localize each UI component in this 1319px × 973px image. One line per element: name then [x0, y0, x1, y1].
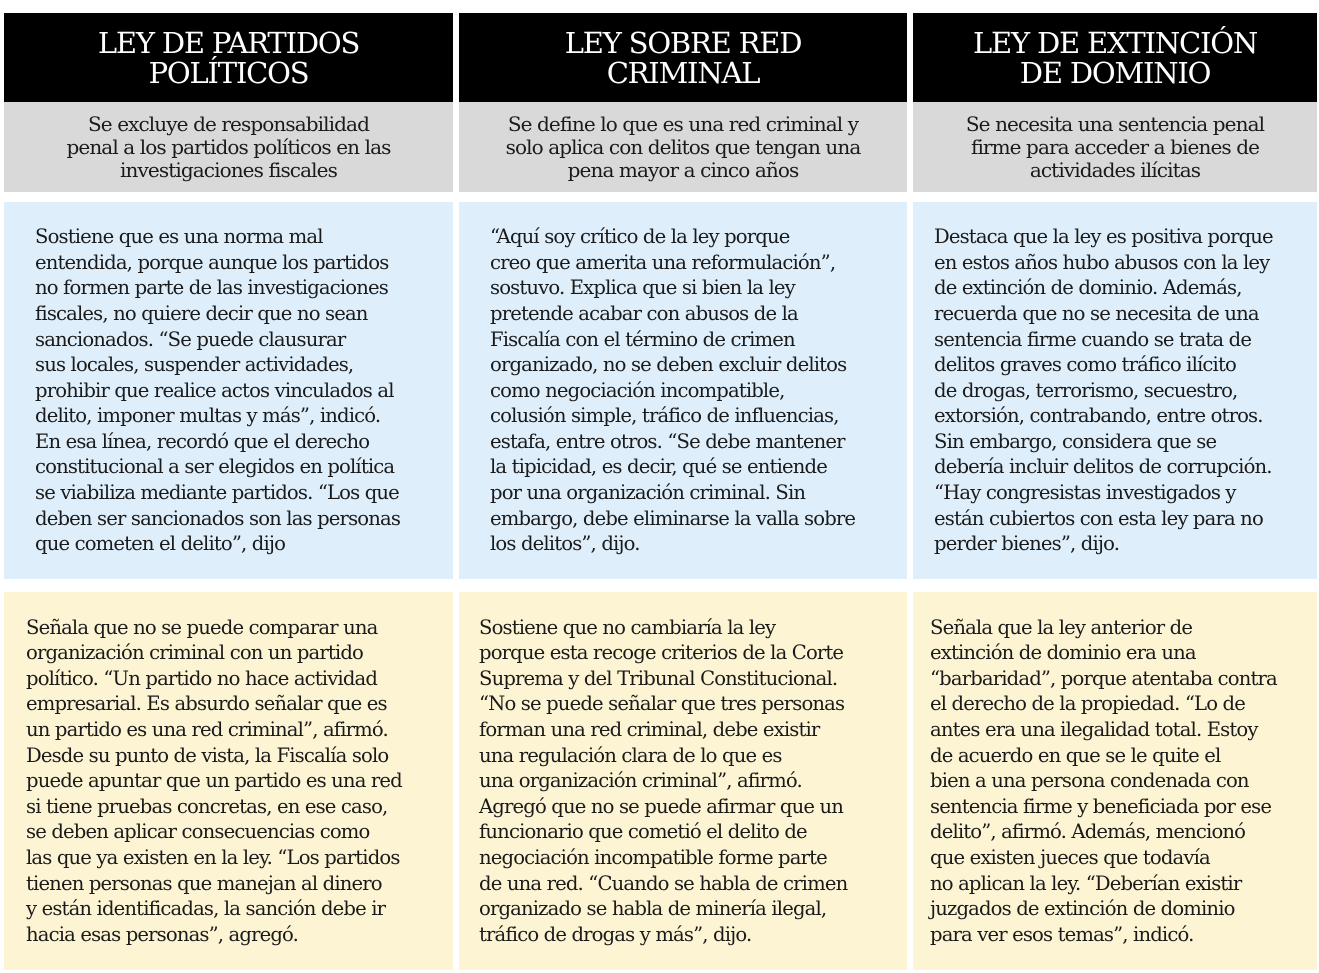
law-summary-text: Se necesita una sentencia penal firme para acceder a bienes de actividades ilícitas	[965, 111, 1265, 182]
opinion-text: Destaca que la ley es positiva porque en estos años hubo abusos con la ley de extinción de dominio. Además, recuerda que no se necesita de una sentencia firme cuando se trata de delitos graves como tráfico ilícito de drogas, terrorismo, secuestro, extorsión, contrabando, entre otros. Sin embargo, considera que se debería incluir delitos de corrupción. “Hay congresistas investigados y están cubiertos con esta ley para no perder bienes”, dijo.	[934, 225, 1273, 556]
opinion-text: “Aquí soy crítico de la ley porque creo que amerita una reformulación”, sostuvo. Explica que si bien la ley pretende acabar con abusos de la Fiscalía con el término de crimen organizado, no se deben excluir delitos como negociación incompatible, colusión simple, tráfico de influencias, estafa, entre otros. “Se debe mantener la tipicidad, es decir, qué se entiende por una organización criminal. Sin embargo, debe eliminarse la valla sobre los delitos”, dijo.	[490, 225, 856, 556]
column-ley-extincion-dominio	[913, 5, 1317, 970]
opinion-box-first	[913, 202, 1317, 579]
law-summary-text: Se define lo que es una red criminal y solo aplica con delitos que tengan una pena mayor a cinco años	[505, 111, 861, 182]
column-title-text: LEY DE PARTIDOS POLÍTICOS	[97, 25, 360, 90]
opinion-box-second	[459, 592, 907, 970]
column-title	[459, 13, 907, 102]
opinion-box-second	[4, 592, 453, 970]
law-summary	[4, 102, 453, 192]
opinion-text: Sostiene que es una norma mal entendida, porque aunque los partidos no formen parte de las investigaciones fiscales, no quiere decir que no sean sancionados. “Se puede clausurar sus locales, suspender actividades, prohibir que realice actos vinculados al delito, imponer multas y más”, indicó. En esa línea, recordó que el derecho constitucional a ser elegidos en política se viabiliza mediante partidos. “Los que deben ser sancionados son las personas que cometen el delito”, dijo	[35, 225, 401, 556]
opinion-text: Señala que no se puede comparar una organización criminal con un partido político. “Un partido no hace actividad empresarial. Es absurdo señalar que es un partido es una red criminal”, afirmó. Desde su punto de vista, la Fiscalía solo puede apuntar que un partido es una red si tiene pruebas concretas, en ese caso, se deben aplicar consecuencias como las que ya existen en la ley. “Los partidos tienen personas que manejan al dinero y están identificadas, la sanción debe ir hacia esas personas”, agregó.	[26, 615, 402, 946]
opinion-text: Señala que la ley anterior de extinción de dominio era una “barbaridad”, porque atentaba contra el derecho de la propiedad. “Lo de antes era una ilegalidad total. Estoy de acuerdo en que se le quite el bien a una persona condenada con sentencia firme y beneficiada por ese delito”, afirmó. Además, mencionó que existen jueces que todavía no aplican la ley. “Deberían existir juzgados de extinción de dominio para ver esos temas”, indicó.	[930, 615, 1277, 946]
column-title-text: LEY SOBRE RED CRIMINAL	[564, 25, 802, 90]
column-ley-partidos-politicos	[4, 5, 453, 970]
law-summary	[459, 102, 907, 192]
column-title-text: LEY DE EXTINCIÓN DE DOMINIO	[972, 25, 1257, 90]
law-summary	[913, 102, 1317, 192]
law-summary-text: Se excluye de responsabilidad penal a los partidos políticos en las investigaciones fiscales	[66, 111, 391, 182]
column-title	[913, 13, 1317, 102]
column-title	[4, 13, 453, 102]
opinion-text: Sostiene que no cambiaría la ley porque esta recoge criterios de la Corte Suprema y del Tribunal Constitucional. “No se puede señalar que tres personas forman una red criminal, debe existir una regulación clara de lo que es una organización criminal”, afirmó. Agregó que no se puede afirmar que un funcionario que cometió el delito de negociación incompatible forme parte de una red. “Cuando se habla de crimen organizado se habla de minería ilegal, tráfico de drogas y más”, dijo.	[479, 615, 848, 946]
opinion-box-first	[459, 202, 907, 579]
column-ley-red-criminal	[459, 5, 907, 970]
opinion-box-first	[4, 202, 453, 579]
opinion-box-second	[913, 592, 1317, 970]
